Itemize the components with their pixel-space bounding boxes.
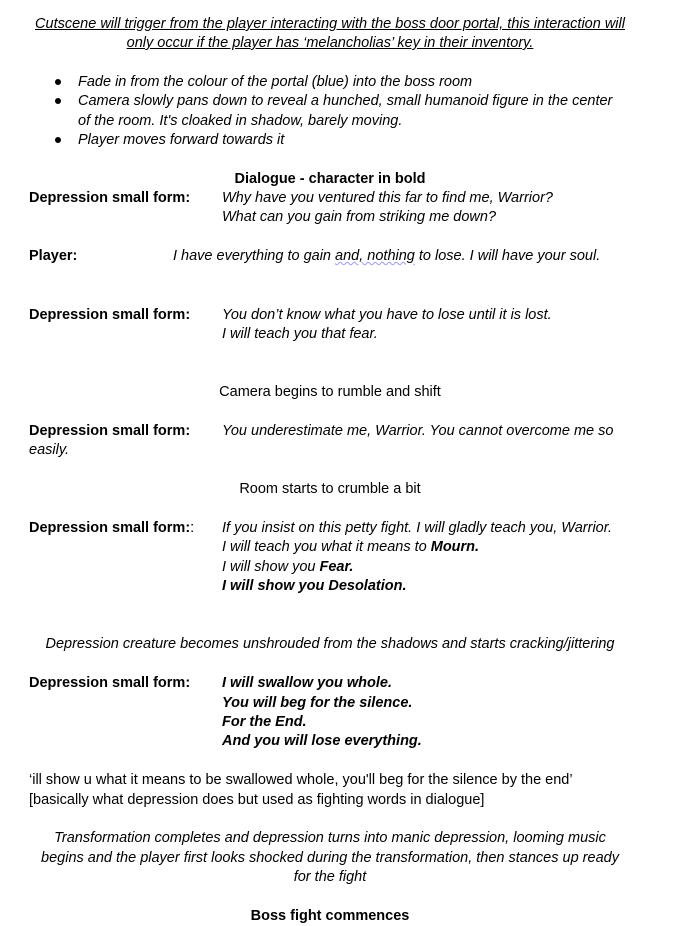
dialogue-line: I will teach you that fear. [222,326,378,342]
dialogue-emphasis: Mourn. [430,539,480,555]
dialogue-line [222,538,479,557]
dialogue-line: You don’t know what you have to lose until it is lost. [222,307,552,323]
bullet-item-2-line-1: Camera slowly pans down to reveal a hunched, small humanoid figure in the center [78,93,613,109]
speaker-label: Depression small form: [29,423,191,439]
stage-direction: Camera begins to rumble and shift [219,384,441,400]
bullet-dot [55,137,61,143]
speaker-label: Player: [29,248,78,264]
speaker-label: Depression small form: [29,675,191,691]
dialogue-line [222,558,353,577]
speaker-label: Depression small form: [29,520,191,536]
dialogue-text: I will show you [222,559,320,575]
speaker-label: Depression small form: [29,307,191,323]
note-line-2: [basically what depression does but used as fighting words in dialogue] [29,792,485,808]
dialogue-line-wrap: easily. [29,442,70,458]
transformation-line-1: Transformation completes and depression turns into manic depression, looming music [54,830,606,846]
dialogue-line: I will swallow you whole. [222,675,392,691]
dialogue-text: I will teach you what it means to [222,539,431,555]
speaker-label: Depression small form: [29,190,191,206]
transformation-line-3: for the fight [293,869,367,885]
bullet-item-1: Fade in from the colour of the portal (blue) into the boss room [78,74,473,90]
note-line-1: ‘ill show u what it means to be swallowed whole, you'll beg for the silence by the end’ [29,772,573,788]
stage-direction: Room starts to crumble a bit [239,481,421,497]
bullet-item-3: Player moves forward towards it [78,132,285,148]
bullet-item-2-line-2: of the room. It's cloaked in shadow, barely moving. [78,113,403,129]
player-dialogue-line [173,247,600,266]
closing-line: Boss fight commences [250,908,410,924]
stage-direction: Depression creature becomes unshrouded from the shadows and starts cracking/jittering [45,636,615,652]
speaker-colon: : [190,520,195,536]
dialogue-line: I will show you Desolation. [222,578,407,594]
player-text: I have everything to gain [173,248,336,264]
player-text: to lose. I will have your soul. [414,248,601,264]
intro-line-1: Cutscene will trigger from the player interacting with the boss door portal, this interaction will [35,16,625,32]
bullet-dot [55,98,61,104]
transformation-line-2: begins and the player first looks shocked during the transformation, then stances up ready [41,850,619,866]
dialogue-line: For the End. [222,714,307,730]
dialogue-line: And you will lose everything. [222,733,422,749]
speaker-label-group [29,519,194,538]
spellcheck-squiggle-text: and, nothing [335,248,415,264]
dialogue-line: What can you gain from striking me down? [222,209,497,225]
dialogue-line: Why have you ventured this far to find me, Warrior? [222,190,553,206]
dialogue-heading: Dialogue - character in bold [234,171,426,187]
dialogue-line: If you insist on this petty fight. I will gladly teach you, Warrior. [222,520,613,536]
dialogue-emphasis: Fear. [319,559,354,575]
intro-line-2: only occur if the player has ‘melancholias’ key in their inventory. [126,35,534,51]
dialogue-line: You will beg for the silence. [222,695,413,711]
bullet-dot [55,79,61,85]
dialogue-line: You underestimate me, Warrior. You cannot overcome me so [222,423,614,439]
